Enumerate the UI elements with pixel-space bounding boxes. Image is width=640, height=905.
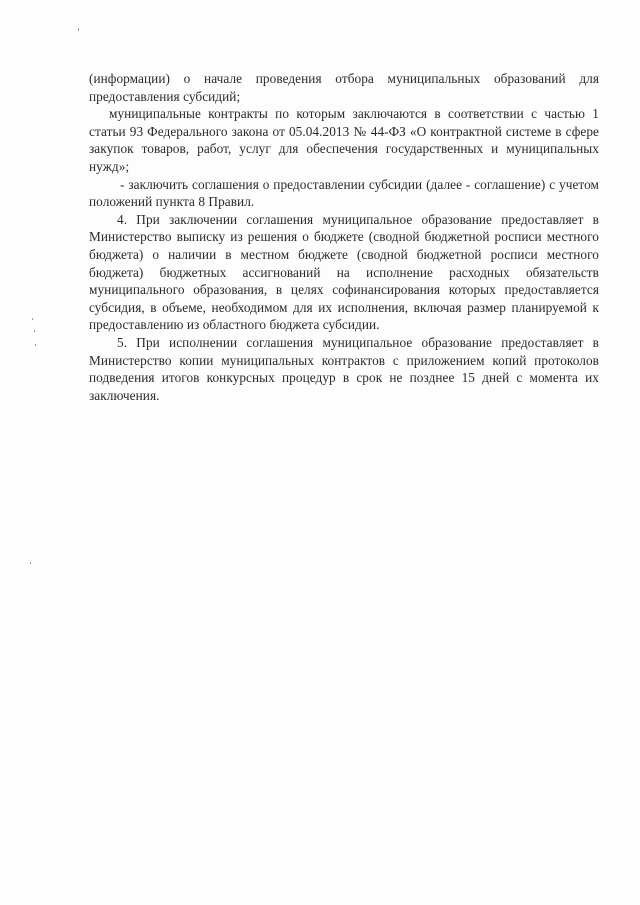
scan-mark-left-4 — [30, 562, 31, 564]
paragraph-item-4: 4. При заключении соглашения муниципальное образование предоставляет в Министерство выписку из решения о бюджете (сводной бюджетной росписи местного бюджета) о наличии в местном бюджете (сводной бюджетной росписи местного бюджета) бюджетных ассигнований на исполнение расходных обязательств муниципального образования, в целях софинансирования которых предоставляется субсидия, в объеме, необходимом для их исполнения, включая размер планируемой к предоставлению из областного бюджета субсидии. — [89, 211, 599, 333]
scan-mark-left-3 — [35, 344, 36, 346]
scan-mark-top — [78, 28, 79, 31]
scan-mark-left-1 — [32, 318, 33, 320]
paragraph-item-5: 5. При исполнении соглашения муниципальное образование предоставляет в Министерство копии муниципальных контрактов с приложением копий протоколов подведения итогов конкурсных процедур в срок не позднее 15 дней с момента их заключения. — [89, 334, 599, 403]
scan-mark-left-2 — [34, 330, 35, 332]
paragraph-continuation: (информации) о начале проведения отбора муниципальных образований для предоставления субсидий; — [89, 71, 599, 104]
document-body — [89, 70, 599, 404]
paragraph-agreement: - заключить соглашения о предоставлении субсидии (далее - соглашение) с учетом положений пункта 8 Правил. — [89, 176, 599, 210]
paragraph-contracts: муниципальные контракты по которым заключаются в соответствии с частью 1 статьи 93 Федерального закона от 05.04.2013 № 44-ФЗ «О контрактной системе в сфере закупок товаров, работ, услуг для обеспечения государственных и муниципальных нужд»; — [89, 106, 599, 174]
